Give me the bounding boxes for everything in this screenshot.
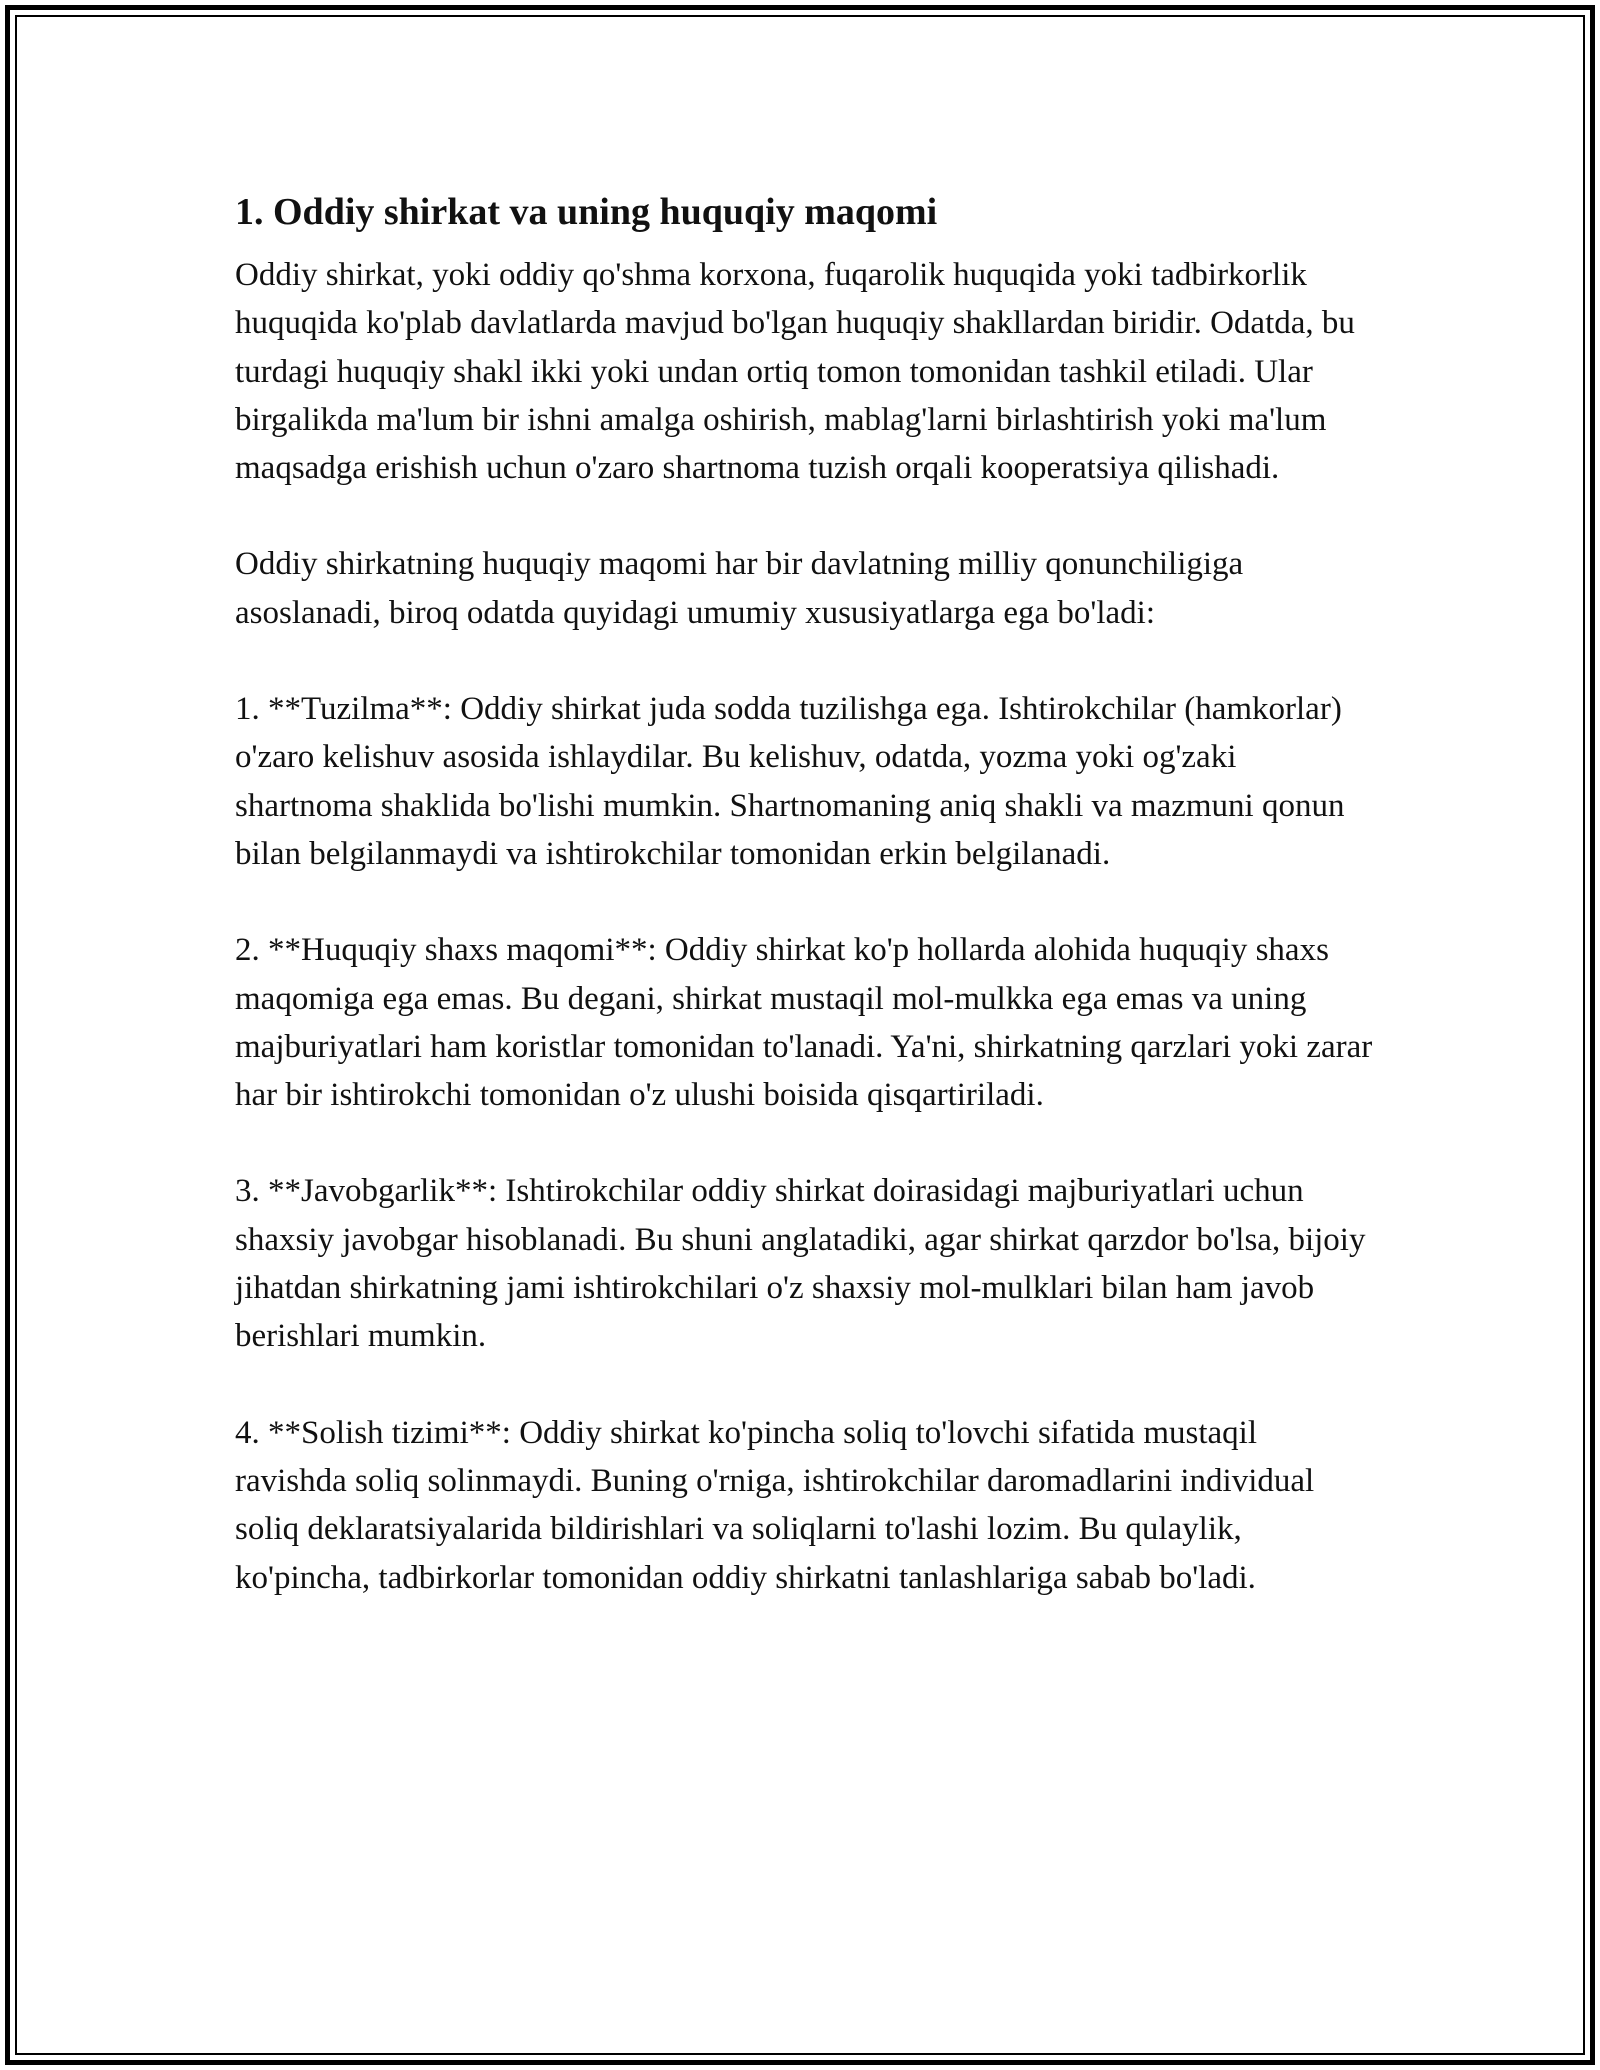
- document-body: [235, 185, 1375, 1650]
- list-item-legal-entity: 2. **Huquqiy shaxs maqomi**: Oddiy shirkat ko'p hollarda alohida huquqiy shaxs maqomiga ega emas. Bu degani, shirkat mustaqil mol-mulkka ega emas va uning majburiyatlari ham koristlar tomonidan to'lanadi. Ya'ni, shirkatning qarzlari yoki zarar har bir ishtirokchi tomonidan o'z ulushi boisida qisqartiriladi.: [235, 932, 1373, 1114]
- list-item-tax-system: 4. **Solish tizimi**: Oddiy shirkat ko'pincha soliq to'lovchi sifatida mustaqil ravishda soliq solinmaydi. Buning o'rniga, ishtirokchilar daromadlarini individual soliq deklaratsiyalarida bildirishlari va soliqlarni to'lashi lozim. Bu qulaylik, ko'pincha, tadbirkorlar tomonidan oddiy shirkatni tanlashlariga sabab bo'ladi.: [235, 1414, 1315, 1596]
- list-item-structure: 1. **Tuzilma**: Oddiy shirkat juda sodda tuzilishga ega. Ishtirokchilar (hamkorlar) o'zaro kelishuv asosida ishlaydilar. Bu kelishuv, odatda, yozma yoki og'zaki shartnoma shaklida bo'lishi mumkin. Shartnomaning aniq shakli va mazmuni qonun bilan belgilanmaydi va ishtirokchilar tomonidan erkin belgilanadi.: [235, 691, 1345, 872]
- list-item-liability: 3. **Javobgarlik**: Ishtirokchilar oddiy shirkat doirasidagi majburiyatlari uchun shaxsiy javobgar hisoblanadi. Bu shuni anglatadiki, agar shirkat qarzdor bo'lsa, bijoiy jihatdan shirkatning jami ishtirokchilari o'z shaxsiy mol-mulklari bilan ham javob berishlari mumkin.: [235, 1173, 1366, 1355]
- paragraph-intro: Oddiy shirkat, yoki oddiy qo'shma korxona, fuqarolik huquqida yoki tadbirkorlik huquqida ko'plab davlatlarda mavjud bo'lgan huquqiy shakllardan biridir. Odatda, bu turdagi huquqiy shakl ikki yoki undan ortiq tomon tomonidan tashkil etiladi. Ular birgalikda ma'lum bir ishni amalga oshirish, mablag'larni birlashtirish yoki ma'lum maqsadga erishish uchun o'zaro shartnoma tuzish orqali kooperatsiya qilishadi.: [235, 257, 1355, 487]
- paragraph-legal-status: Oddiy shirkatning huquqiy maqomi har bir davlatning milliy qonunchiligiga asoslanadi, biroq odatda quyidagi umumiy xususiyatlarga ega bo'ladi:: [235, 546, 1244, 631]
- section-heading: 1. Oddiy shirkat va uning huquqiy maqomi: [235, 191, 938, 233]
